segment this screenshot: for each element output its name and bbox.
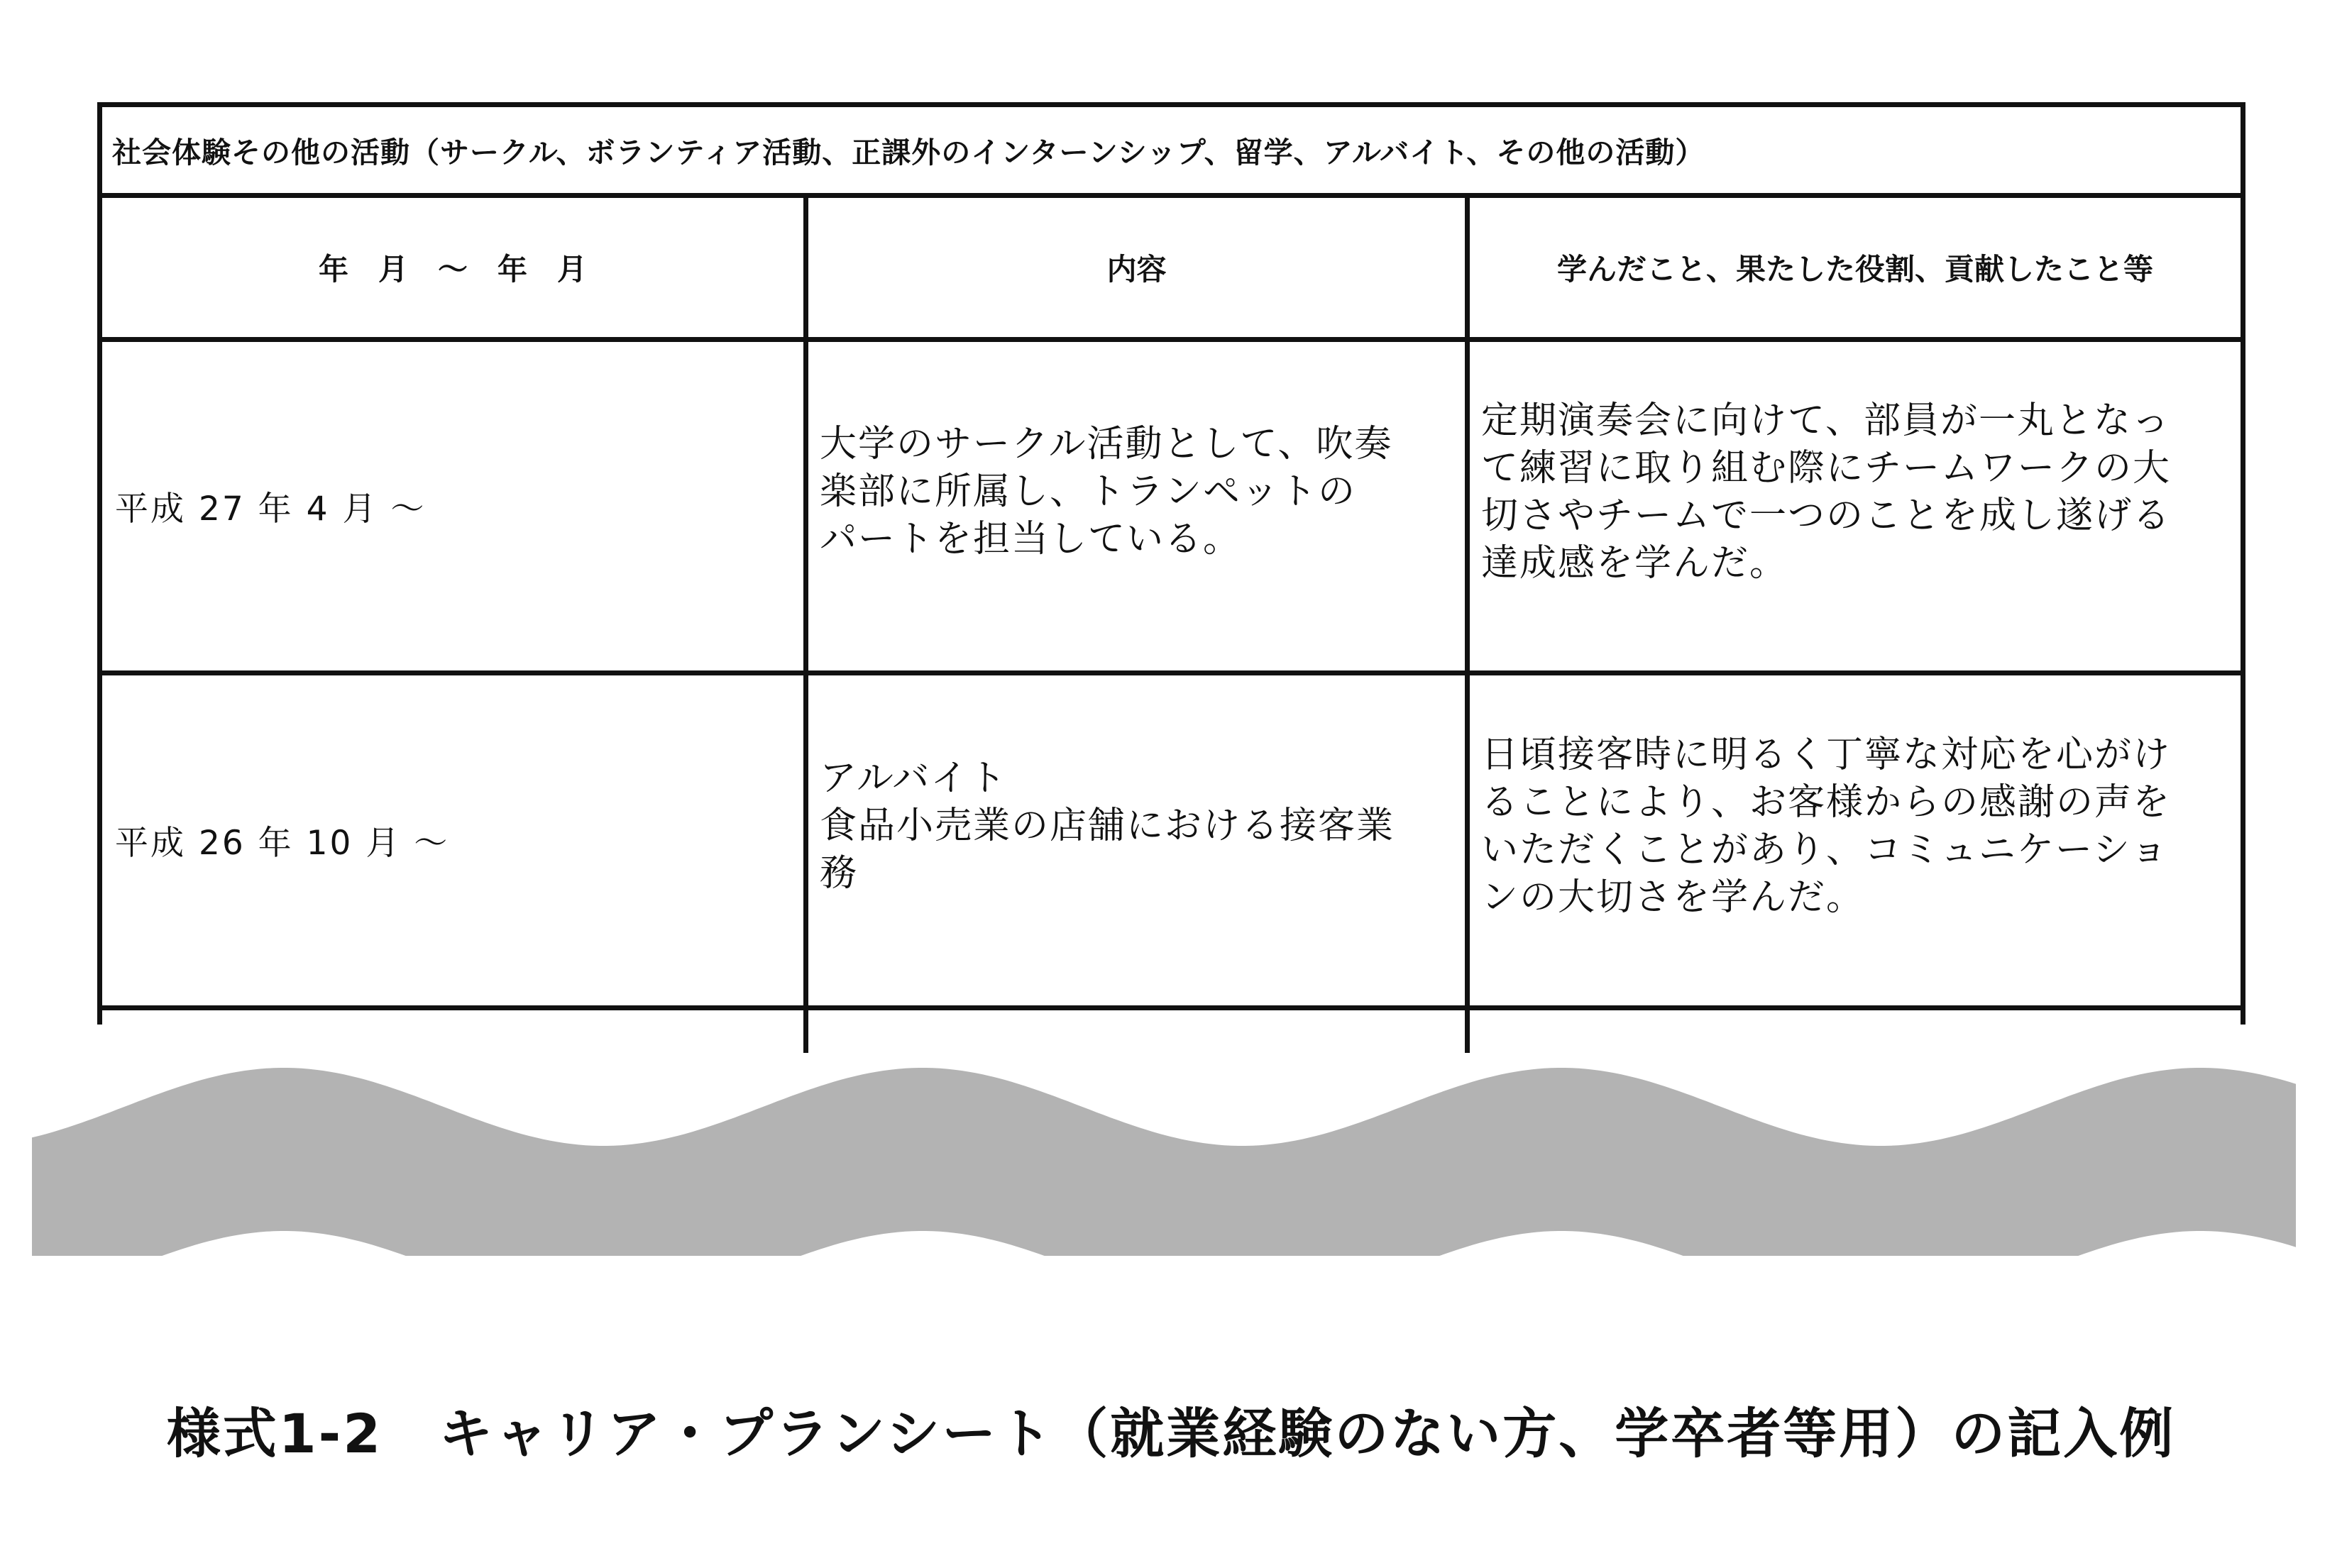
figure-caption: 様式1-2 キャリア・プランシート（就業経験のない方、学卒者等用）の記入例 (166, 1402, 2176, 1465)
table-row (102, 342, 2241, 675)
table-title: 社会体験その他の活動（サークル、ボランティア活動、正課外のインターンシップ、留学、アルバイト、その他の活動） (102, 107, 2241, 198)
learned-line: 切さやチームで一つのことを成し遂げる (1481, 494, 2172, 537)
learned-line: て練習に取り組む際にチームワークの大 (1481, 446, 2172, 490)
content-line: パートを担当している。 (820, 518, 1242, 561)
learned-cell (1470, 342, 2241, 670)
period-cell: 平成 26 年 10 月 ～ (102, 675, 808, 1005)
content-cell (808, 342, 1470, 670)
table-header-row (102, 198, 2241, 342)
learned-cell (1470, 675, 2241, 1005)
wave-cut-divider (0, 1022, 2342, 1256)
header-learned: 学んだこと、果たした役割、貢献したこと等 (1556, 252, 2153, 287)
learned-line: ることにより、お客様からの感謝の声を (1481, 780, 2172, 824)
content-line: アルバイト (820, 757, 1008, 800)
content-line: 務 (820, 852, 859, 895)
table-row (102, 675, 2241, 1010)
career-plan-table (97, 102, 2245, 1025)
learned-line: 日頃接客時に明るく丁寧な対応を心がけ (1481, 733, 2172, 776)
header-period: 年 月 ～ 年 月 (102, 198, 808, 337)
period-cell: 平成 27 年 4 月 ～ (102, 342, 808, 670)
learned-line: 定期演奏会に向けて、部員が一丸となっ (1481, 399, 2170, 442)
learned-line: いただくことがあり、コミュニケーショ (1481, 828, 2169, 871)
content-line: 食品小売業の店舗における接客業 (820, 805, 1395, 847)
wave-band (32, 1068, 2296, 1256)
learned-line: 達成感を学んだ。 (1481, 541, 1788, 585)
content-line: 楽部に所属し、トランペットの (820, 470, 1357, 513)
learned-line: ンの大切さを学んだ。 (1481, 876, 1865, 919)
content-line: 大学のサークル活動として、吹奏 (820, 423, 1393, 465)
header-content: 内容 (808, 198, 1470, 337)
content-cell (808, 675, 1470, 1005)
